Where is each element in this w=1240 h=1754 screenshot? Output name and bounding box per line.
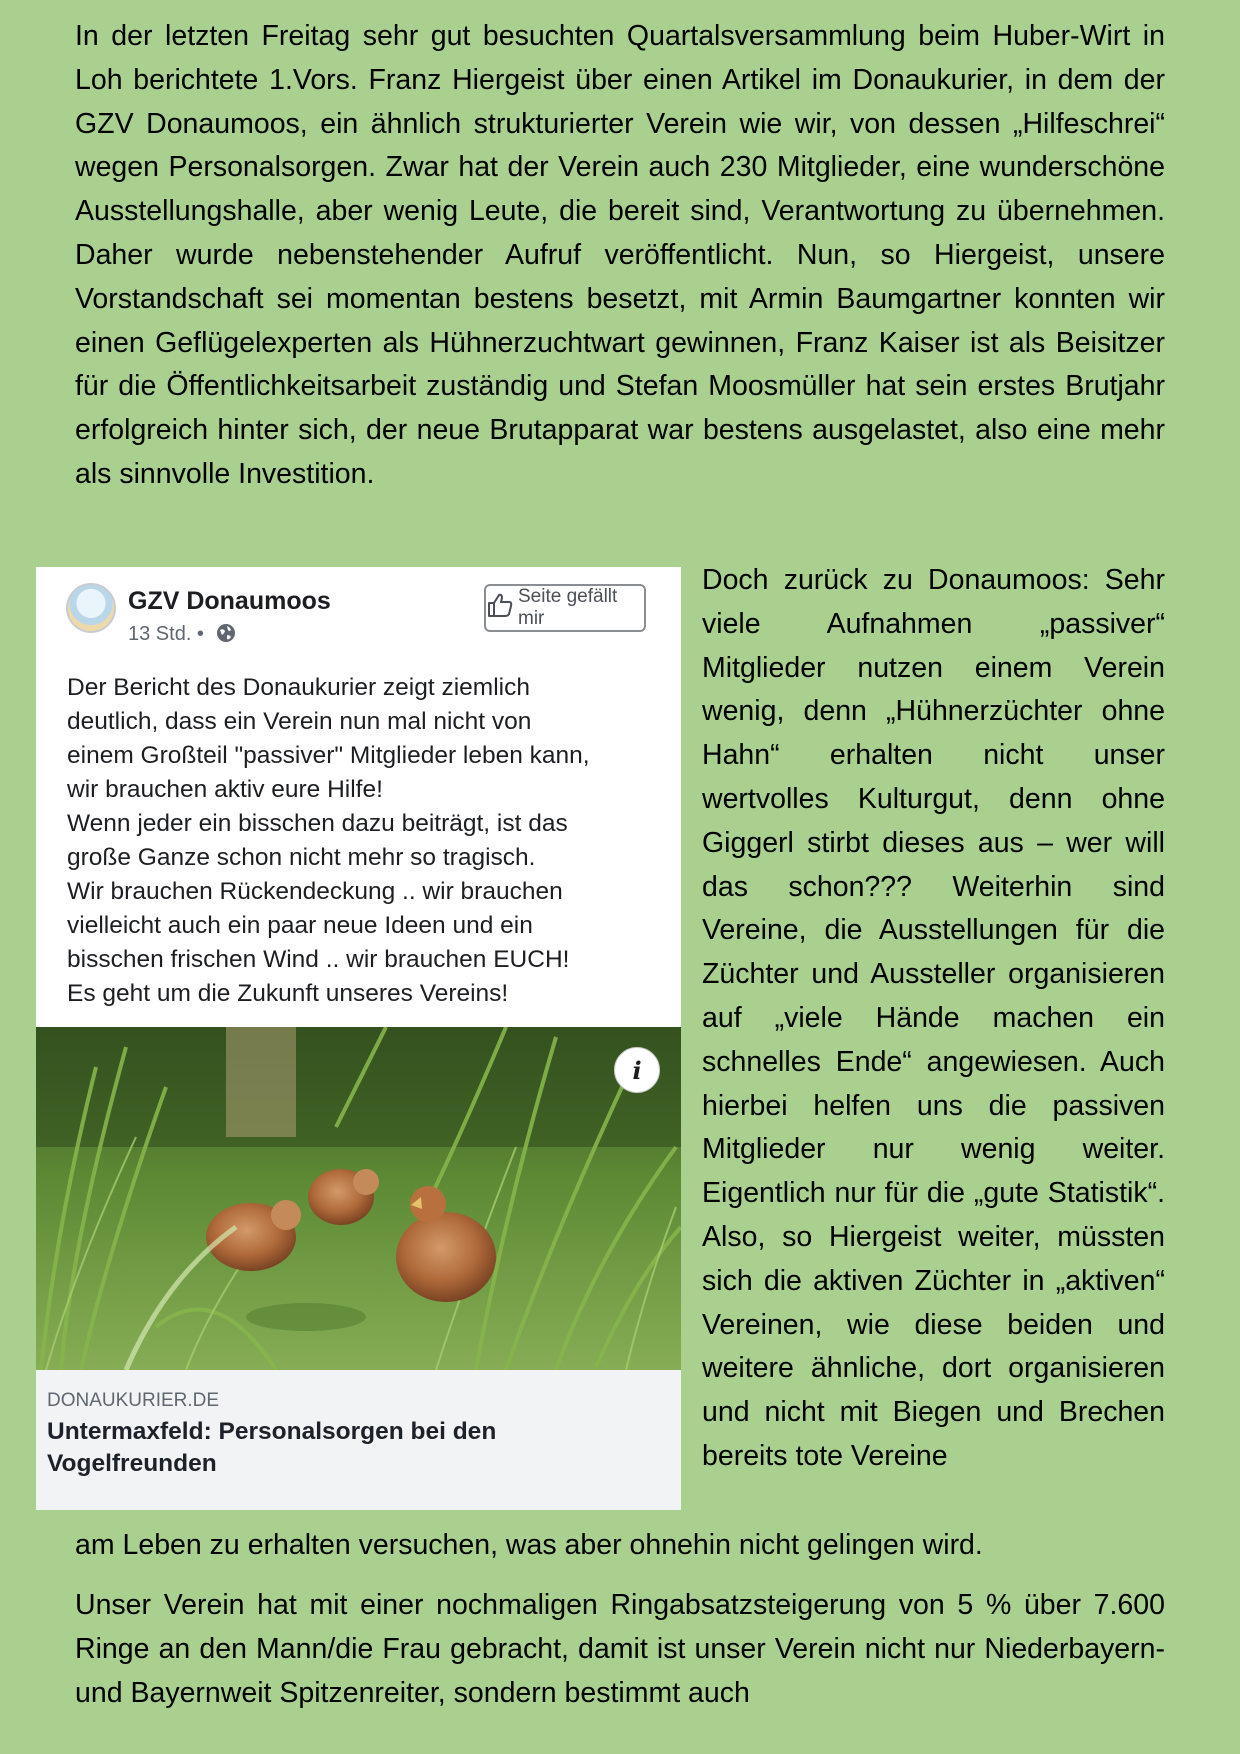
wrap-paragraph: Doch zurück zu Donaumoos: Sehr viele Aufnahmen „passiver“ Mitglieder nutzen einem Verein wenig, denn „Hühnerzüchter ohne Hahn“ erhalten nicht unser wertvolles Kulturgut, denn ohne Giggerl stirbt dieses aus – wer will das schon??? Weiterhin sind Vereine, die Ausstellungen für die Züchter und Aussteller organisieren auf „viele Hände machen ein schnelles Ende“ angewiesen. Auch hierbei helfen uns die passiven Mitglieder nur wenig weiter. Eigentlich nur für die „gute Statistik“. Also, so Hiergeist weiter, müssten sich die aktiven Züchter in „aktiven“ Vereinen, wie diese beiden und weitere ähnliche, dort organisieren und nicht mit Biegen und Brechen bereits tote Vereine <box>702 564 1165 1472</box>
post-text-line: Wenn jeder ein bisschen dazu beiträgt, ist das <box>67 810 568 837</box>
link-headline[interactable]: Untermaxfeld: Personalsorgen bei den Vogelfreunden <box>47 1418 497 1477</box>
post-time: 13 Std. • <box>128 623 204 645</box>
continuation-paragraph: am Leben zu erhalten versuchen, was aber ohnehin nicht gelingen wird. <box>75 1529 983 1561</box>
post-text-line: große Ganze schon nicht mehr so tragisch. <box>67 844 536 871</box>
post-text-line: deutlich, dass ein Verein nun mal nicht von <box>67 708 532 735</box>
page-avatar[interactable] <box>66 583 116 633</box>
post-text-line: wir brauchen aktiv eure Hilfe! <box>67 776 383 803</box>
chickens-photo[interactable] <box>36 1027 681 1370</box>
post-text-line: Der Bericht des Donaukurier zeigt ziemlich <box>67 674 530 701</box>
intro-paragraph: In der letzten Freitag sehr gut besuchten Quartalsversammlung beim Huber-Wirt in Loh berichtete 1.Vors. Franz Hiergeist über einen Artikel im Donaukurier, in dem der GZV Donaumoos, ein ähnlich strukturierter Verein wie wir, von dessen „Hilfeschrei“ wegen Personalsorgen. Zwar hat der Verein auch 230 Mitglieder, eine wunderschöne Ausstellungshalle, aber wenig Leute, die bereit sind, Verantwortung zu übernehmen. Daher wurde nebenstehender Aufruf veröffentlicht. Nun, so Hiergeist, unsere Vorstandschaft sei momentan bestens besetzt, mit Armin Baumgartner konnten wir einen Geflügelexperten als Hühnerzuchtwart gewinnen, Franz Kaiser ist als Beisitzer für die Öffentlichkeitsarbeit zuständig und Stefan Moosmüller hat sein erstes Brutjahr erfolgreich hinter sich, der neue Brutapparat war bestens ausgelastet, also eine mehr als sinnvolle Investition. <box>75 20 1165 490</box>
post-text <box>67 671 652 1011</box>
post-text-line: Es geht um die Zukunft unseres Vereins! <box>67 980 509 1007</box>
thumbs-up-icon <box>486 592 514 624</box>
post-text-line: vielleicht auch ein paar neue Ideen und ein <box>67 912 533 939</box>
post-text-line: einem Großteil "passiver" Mitglieder leben kann, <box>67 742 590 769</box>
chickens-in-grass-illustration <box>36 1027 681 1370</box>
link-preview[interactable] <box>36 1370 681 1510</box>
page-name[interactable]: GZV Donaumoos <box>128 587 331 615</box>
closing-paragraph: Unser Verein hat mit einer nochmaligen Ringabsatzsteigerung von 5 % über 7.600 Ringe an den Mann/die Frau gebracht, damit ist unser Verein nicht nur Niederbayern- und Bayernweit Spitzenreiter, sondern bestimmt auch <box>75 1589 1165 1709</box>
globe-icon <box>216 623 236 649</box>
info-icon[interactable]: i <box>614 1047 660 1093</box>
facebook-post-card[interactable] <box>36 567 681 1510</box>
like-page-label: Seite gefällt mir <box>518 586 618 629</box>
like-page-button[interactable] <box>484 584 646 632</box>
post-text-line: Wir brauchen Rückendeckung .. wir brauchen <box>67 878 563 905</box>
post-meta <box>128 623 236 649</box>
link-domain: DONAUKURIER.DE <box>47 1390 220 1411</box>
post-text-line: bisschen frischen Wind .. wir brauchen EUCH! <box>67 946 570 973</box>
